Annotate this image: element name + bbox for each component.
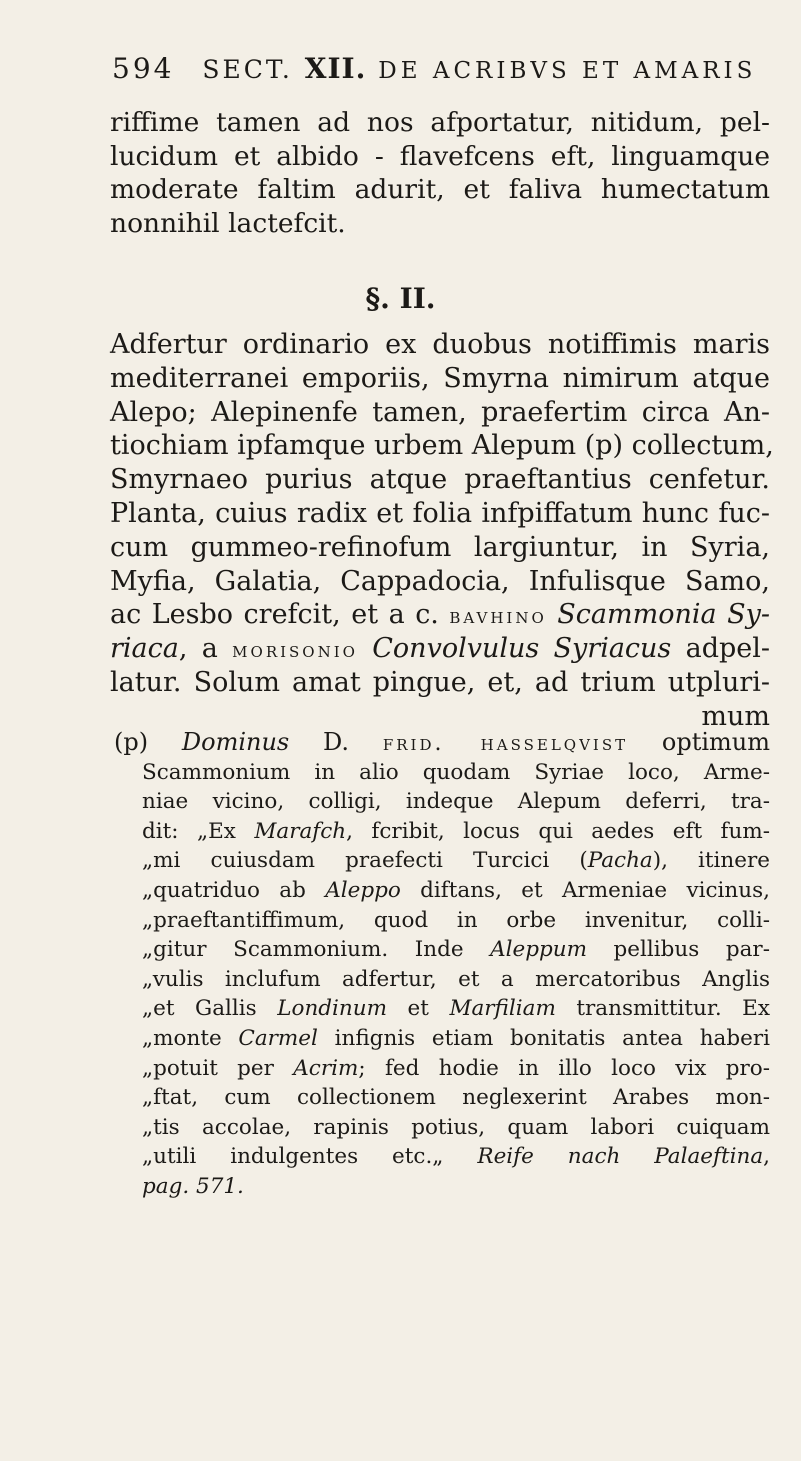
text-line: lucidum et albido - flavefcens eft, linguamque [110, 140, 770, 172]
paragraph-1 [110, 106, 770, 240]
text-line: Planta, cuius radix et folia infpiffatum hunc fuc- [110, 497, 770, 529]
text-line: nonnihil lactefcit. [110, 207, 346, 239]
footnote-line: (p) Dominus D. frid. hasselqvist optimum [114, 728, 771, 756]
footnote-line: Scammonium in alio quodam Syriae loco, Arme- [142, 759, 770, 785]
footnote-line: „tis accolae, rapinis potius, quam labori cuiquam [142, 1114, 770, 1140]
footnote-line: „ftat, cum collectionem neglexerint Arabes mon- [142, 1085, 770, 1111]
text-line: latur. Solum amat pingue, et, ad trium utpluri- [110, 666, 770, 698]
text-line: mediterranei emporiis, Smyrna nimirum atque [110, 362, 770, 394]
page-number: 594 [112, 52, 175, 85]
footnote-line: niae vicino, colligi, indeque Alepum deferri, tra- [142, 789, 770, 815]
text-line: ac Lesbo crefcit, et a c. bavhino Scammonia Sy- [110, 599, 770, 631]
footnote-line: „praeftantiffimum, quod in orbe invenitur, colli- [142, 907, 770, 933]
section-heading: §. II. [365, 282, 436, 315]
footnote [114, 728, 770, 1202]
footnote-line: „vulis inclufum adfertur, et a mercatoribus Anglis [142, 966, 770, 992]
footnote-line: „monte Carmel infignis etiam bonitatis antea haberi [142, 1025, 770, 1051]
footnote-line: „et Gallis Londinum et Marfiliam transmittitur. Ex [142, 996, 770, 1022]
running-title: DE ACRIBVS ET AMARIS [378, 58, 757, 84]
section-number: XII. [304, 52, 367, 85]
text-line: Adfertur ordinario ex duobus notiffimis maris [110, 329, 770, 360]
footnote-line: „quatriduo ab Aleppo diftans, et Armeniae vicinus, [142, 877, 770, 903]
paragraph-2 [110, 328, 774, 734]
text-line: mum [701, 700, 770, 732]
text-line: riffime tamen ad nos afportatur, nitidum, pel- [110, 107, 770, 138]
section-label: SECT. [202, 55, 293, 84]
footnote-line: „mi cuiusdam praefecti Turcici (Pacha), itinere [142, 848, 770, 874]
footnote-line: dit: „Ex Marafch, fcribit, locus qui aedes eft fum- [142, 818, 770, 844]
text-line: Smyrnaeo purius atque praeftantius cenfetur. [110, 464, 770, 496]
footnote-line: „potuit per Acrim; fed hodie in illo loco vix pro- [142, 1055, 770, 1081]
footnote-line: „utili indulgentes etc.„ Reife nach Palaeftina, [142, 1144, 770, 1170]
page-header [112, 52, 772, 92]
text-line: cum gummeo-refinofum largiuntur, in Syria, [110, 531, 770, 563]
footnote-line: „gitur Scammonium. Inde Aleppum pellibus par- [142, 937, 770, 963]
text-line: Myfia, Galatia, Cappadocia, Infulisque Samo, [110, 565, 770, 597]
text-line: moderate faltim adurit, et faliva humectatum [110, 174, 770, 205]
footnote-line: pag. 571. [142, 1173, 244, 1199]
text-line: tiochiam ipfamque urbem Alepum (p) collectum, [110, 430, 774, 462]
text-line: Alepo; Alepinenfe tamen, praefertim circa An- [110, 396, 770, 428]
text-line: riaca, a morisonio Convolvulus Syriacus adpel- [110, 633, 770, 665]
